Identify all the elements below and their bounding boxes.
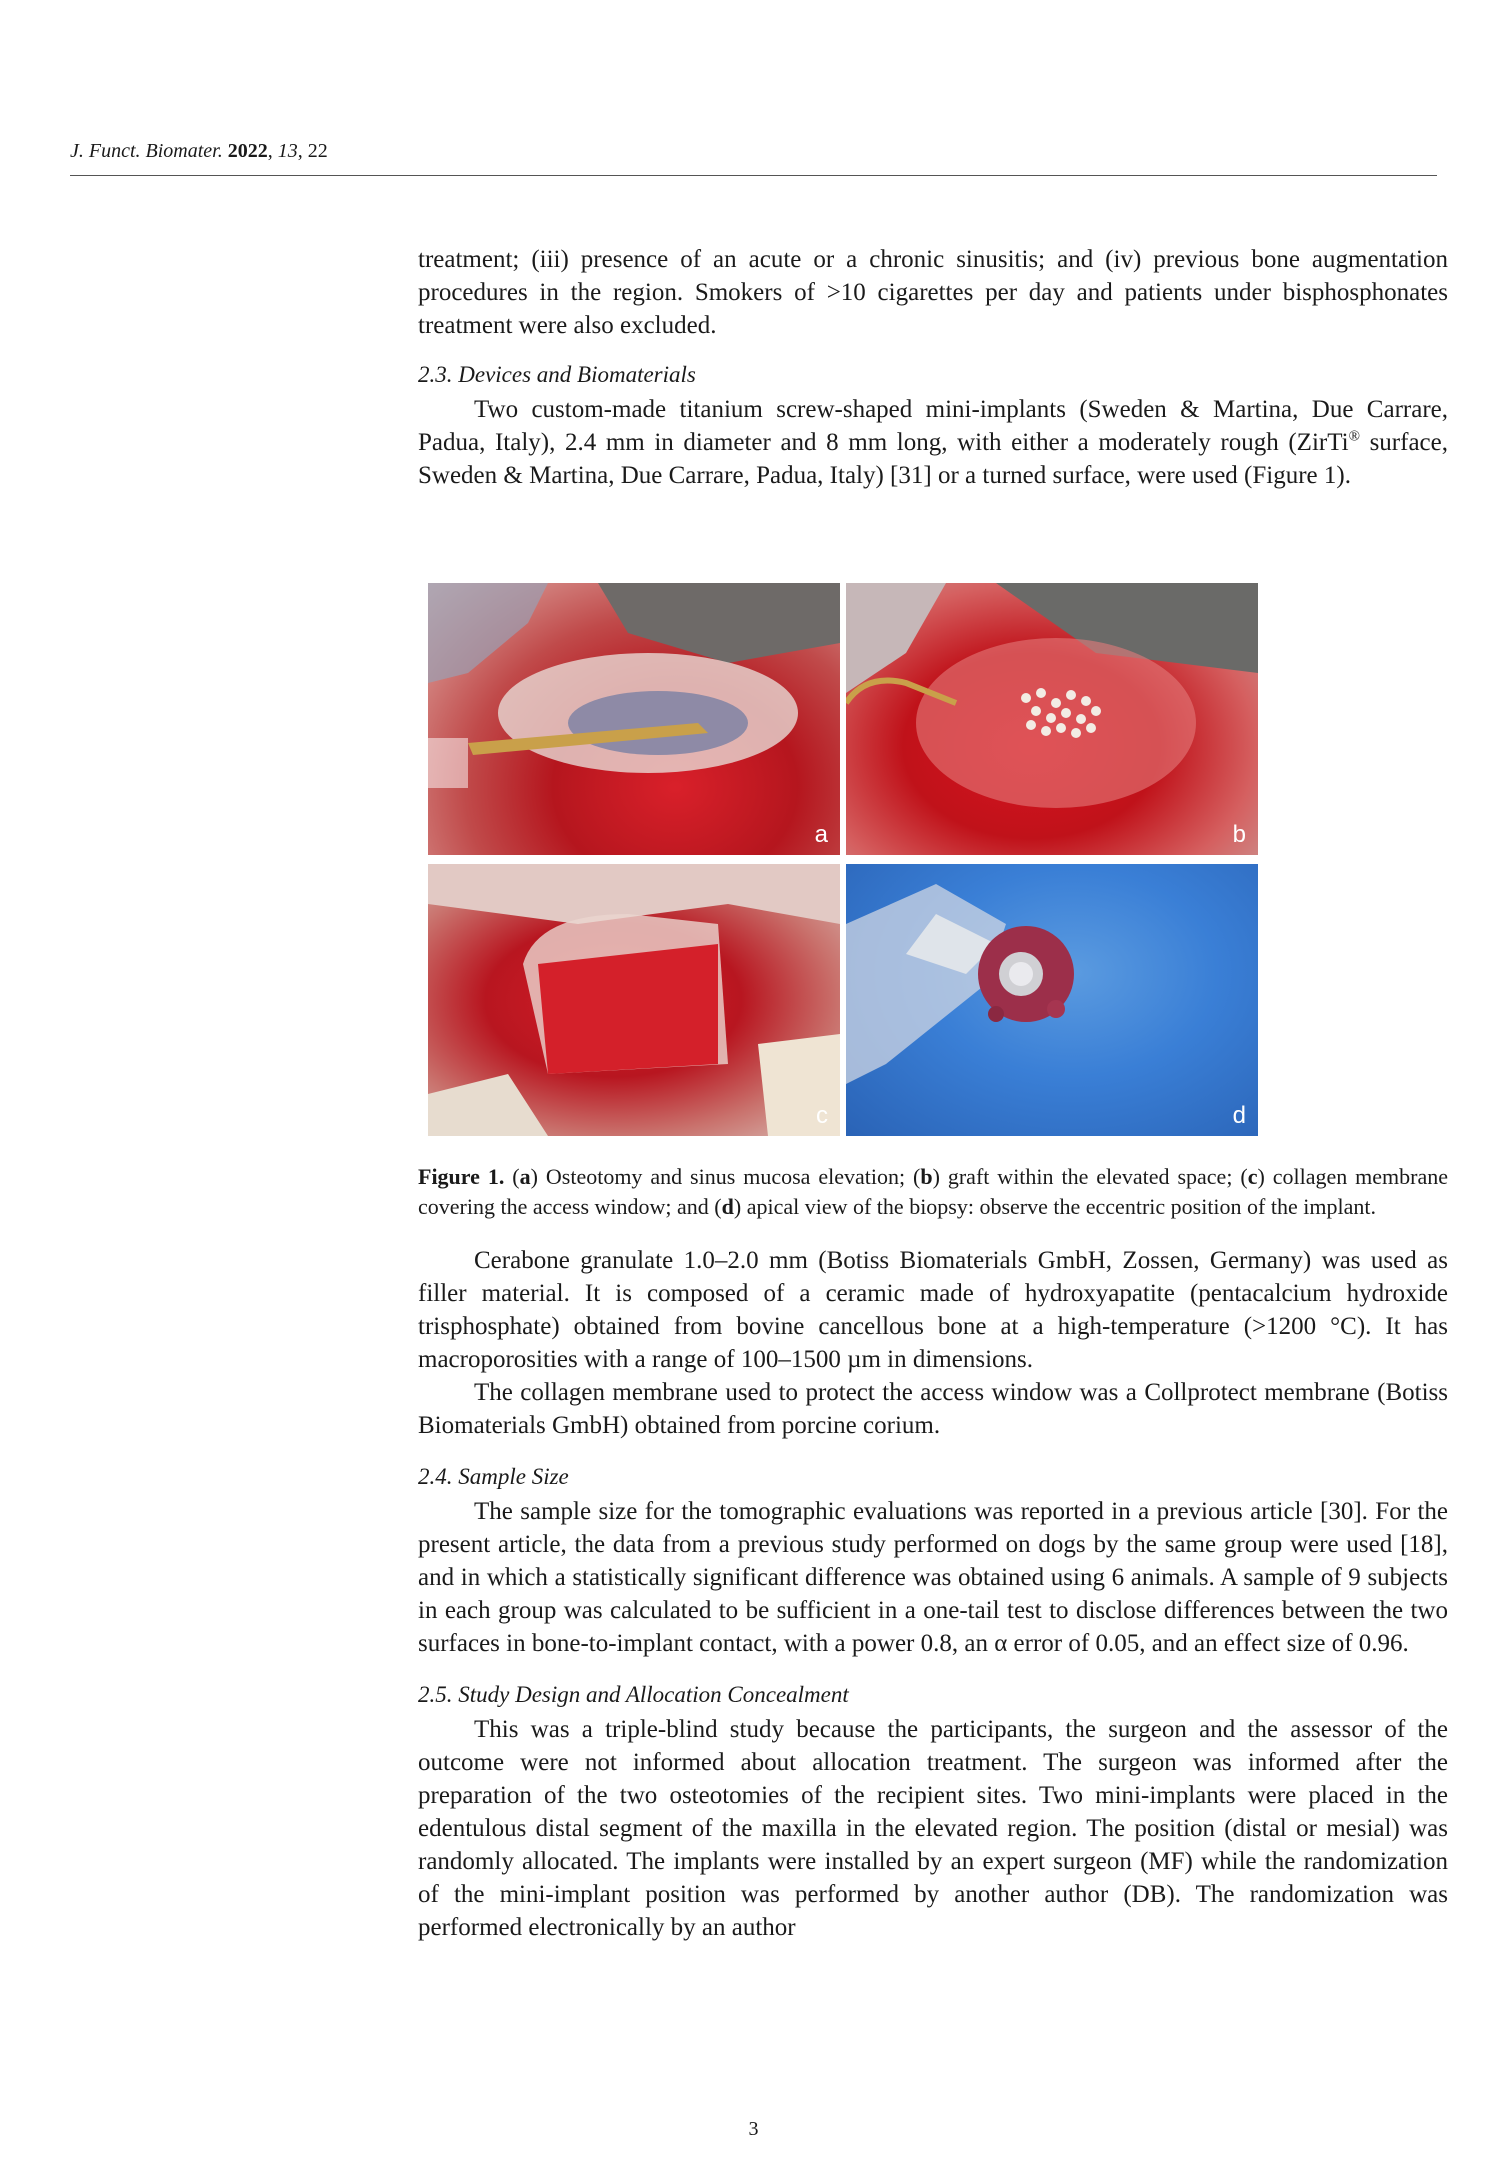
caption-letter: c	[1247, 1164, 1258, 1189]
registered-mark: ®	[1348, 428, 1360, 445]
caption-text: ) collagen membrane covering the access window; and (	[418, 1164, 1449, 1219]
paragraph-study-design: This was a triple-blind study because the participants, the surgeon and the assessor of the outcome were not informed about allocation treatment. The surgeon was informed after the preparation of the two osteotomies of the recipient sites. Two mini-implants were placed in the edentulous distal segment of the maxilla in the elevated region. The position (distal or mesial) was randomly allocated. The implants were installed by an expert surgeon (MF) while the randomization of the mini-implant position was performed by another author (DB). The randomization was performed electronically by an author	[418, 1716, 1448, 1941]
panel-b-illustration	[846, 583, 1258, 855]
text-block-bottom	[418, 1162, 1448, 1944]
caption-text: ) apical view of the biopsy: observe the eccentric position of the implant.	[733, 1194, 1376, 1219]
page-number: 3	[748, 2118, 759, 2140]
panel-label-a: a	[814, 821, 828, 848]
text-block-top	[418, 243, 1448, 492]
caption-text: (	[504, 1164, 520, 1189]
paragraph-devices-b: surface, Sweden & Martina, Due Carrare, Padua, Italy) [31] or a turned surface, were used (Figure 1).	[418, 429, 1448, 489]
paragraph-cerabone: Cerabone granulate 1.0–2.0 mm (Botiss Biomaterials GmbH, Zossen, Germany) was used as filler material. It is composed of a ceramic made of hydroxyapatite (pentacalcium hydroxide trisphosphate) obtained from bovine cancellous bone at a high-temperature (>1200 °C). It has macroporosities with a range of 100–1500 µm in dimensions.	[418, 1247, 1448, 1373]
panel-c-illustration	[428, 864, 840, 1136]
running-head: J. Funct. Biomater. 2022, 13, 22	[70, 140, 328, 162]
journal-article: 22	[307, 140, 328, 162]
figure-panel-c	[428, 864, 840, 1136]
journal-year: 2022	[227, 140, 268, 162]
caption-letter: d	[721, 1194, 734, 1219]
journal-name: J. Funct. Biomater.	[70, 140, 223, 162]
caption-text: ) Osteotomy and sinus mucosa elevation; (	[530, 1164, 921, 1189]
panel-label-d: d	[1232, 1102, 1246, 1129]
paragraph-devices	[418, 393, 1448, 492]
figure-caption	[418, 1162, 1448, 1222]
figure-panel-a	[428, 583, 840, 855]
paragraph-devices-a: Two custom-made titanium screw-shaped mini-implants (Sweden & Martina, Due Carrare, Padua, Italy), 2.4 mm in diameter and 8 mm long, with either a moderately rough (ZirTi	[418, 396, 1448, 456]
panel-a-illustration	[428, 583, 840, 855]
journal-volume: 13	[277, 140, 298, 162]
panel-label-b: b	[1232, 821, 1246, 848]
caption-letter: b	[920, 1164, 933, 1189]
caption-label: Figure 1.	[418, 1164, 505, 1189]
figure-panel-d	[846, 864, 1258, 1136]
section-heading-sample-size: 2.4. Sample Size	[418, 1464, 569, 1489]
caption-text: ) graft within the elevated space; (	[932, 1164, 1248, 1189]
section-heading-devices: 2.3. Devices and Biomaterials	[418, 362, 696, 387]
header-rule	[70, 175, 1437, 176]
section-heading-study-design: 2.5. Study Design and Allocation Concealment	[418, 1682, 849, 1707]
paragraph-membrane: The collagen membrane used to protect the access window was a Collprotect membrane (Botiss Biomaterials GmbH) obtained from porcine corium.	[418, 1379, 1448, 1439]
panel-label-c: c	[816, 1102, 828, 1129]
figure-panel-b	[846, 583, 1258, 855]
caption-letter: a	[519, 1164, 531, 1189]
paragraph-exclusion: treatment; (iii) presence of an acute or a chronic sinusitis; and (iv) previous bone augmentation procedures in the region. Smokers of >10 cigarettes per day and patients under bisphosphonates treatment were also excluded.	[418, 246, 1448, 339]
panel-d-illustration	[846, 864, 1258, 1136]
figure-1	[428, 583, 1258, 1137]
paragraph-sample-size: The sample size for the tomographic evaluations was reported in a previous article [30]. For the present article, the data from a previous study performed on dogs by the same group were used [18], and in which a statistically significant difference was obtained using 6 animals. A sample of 9 subjects in each group was calculated to be sufficient in a one-tail test to disclose differences between the two surfaces in bone-to-implant contact, with a power 0.8, an α error of 0.05, and an effect size of 0.96.	[418, 1498, 1448, 1657]
